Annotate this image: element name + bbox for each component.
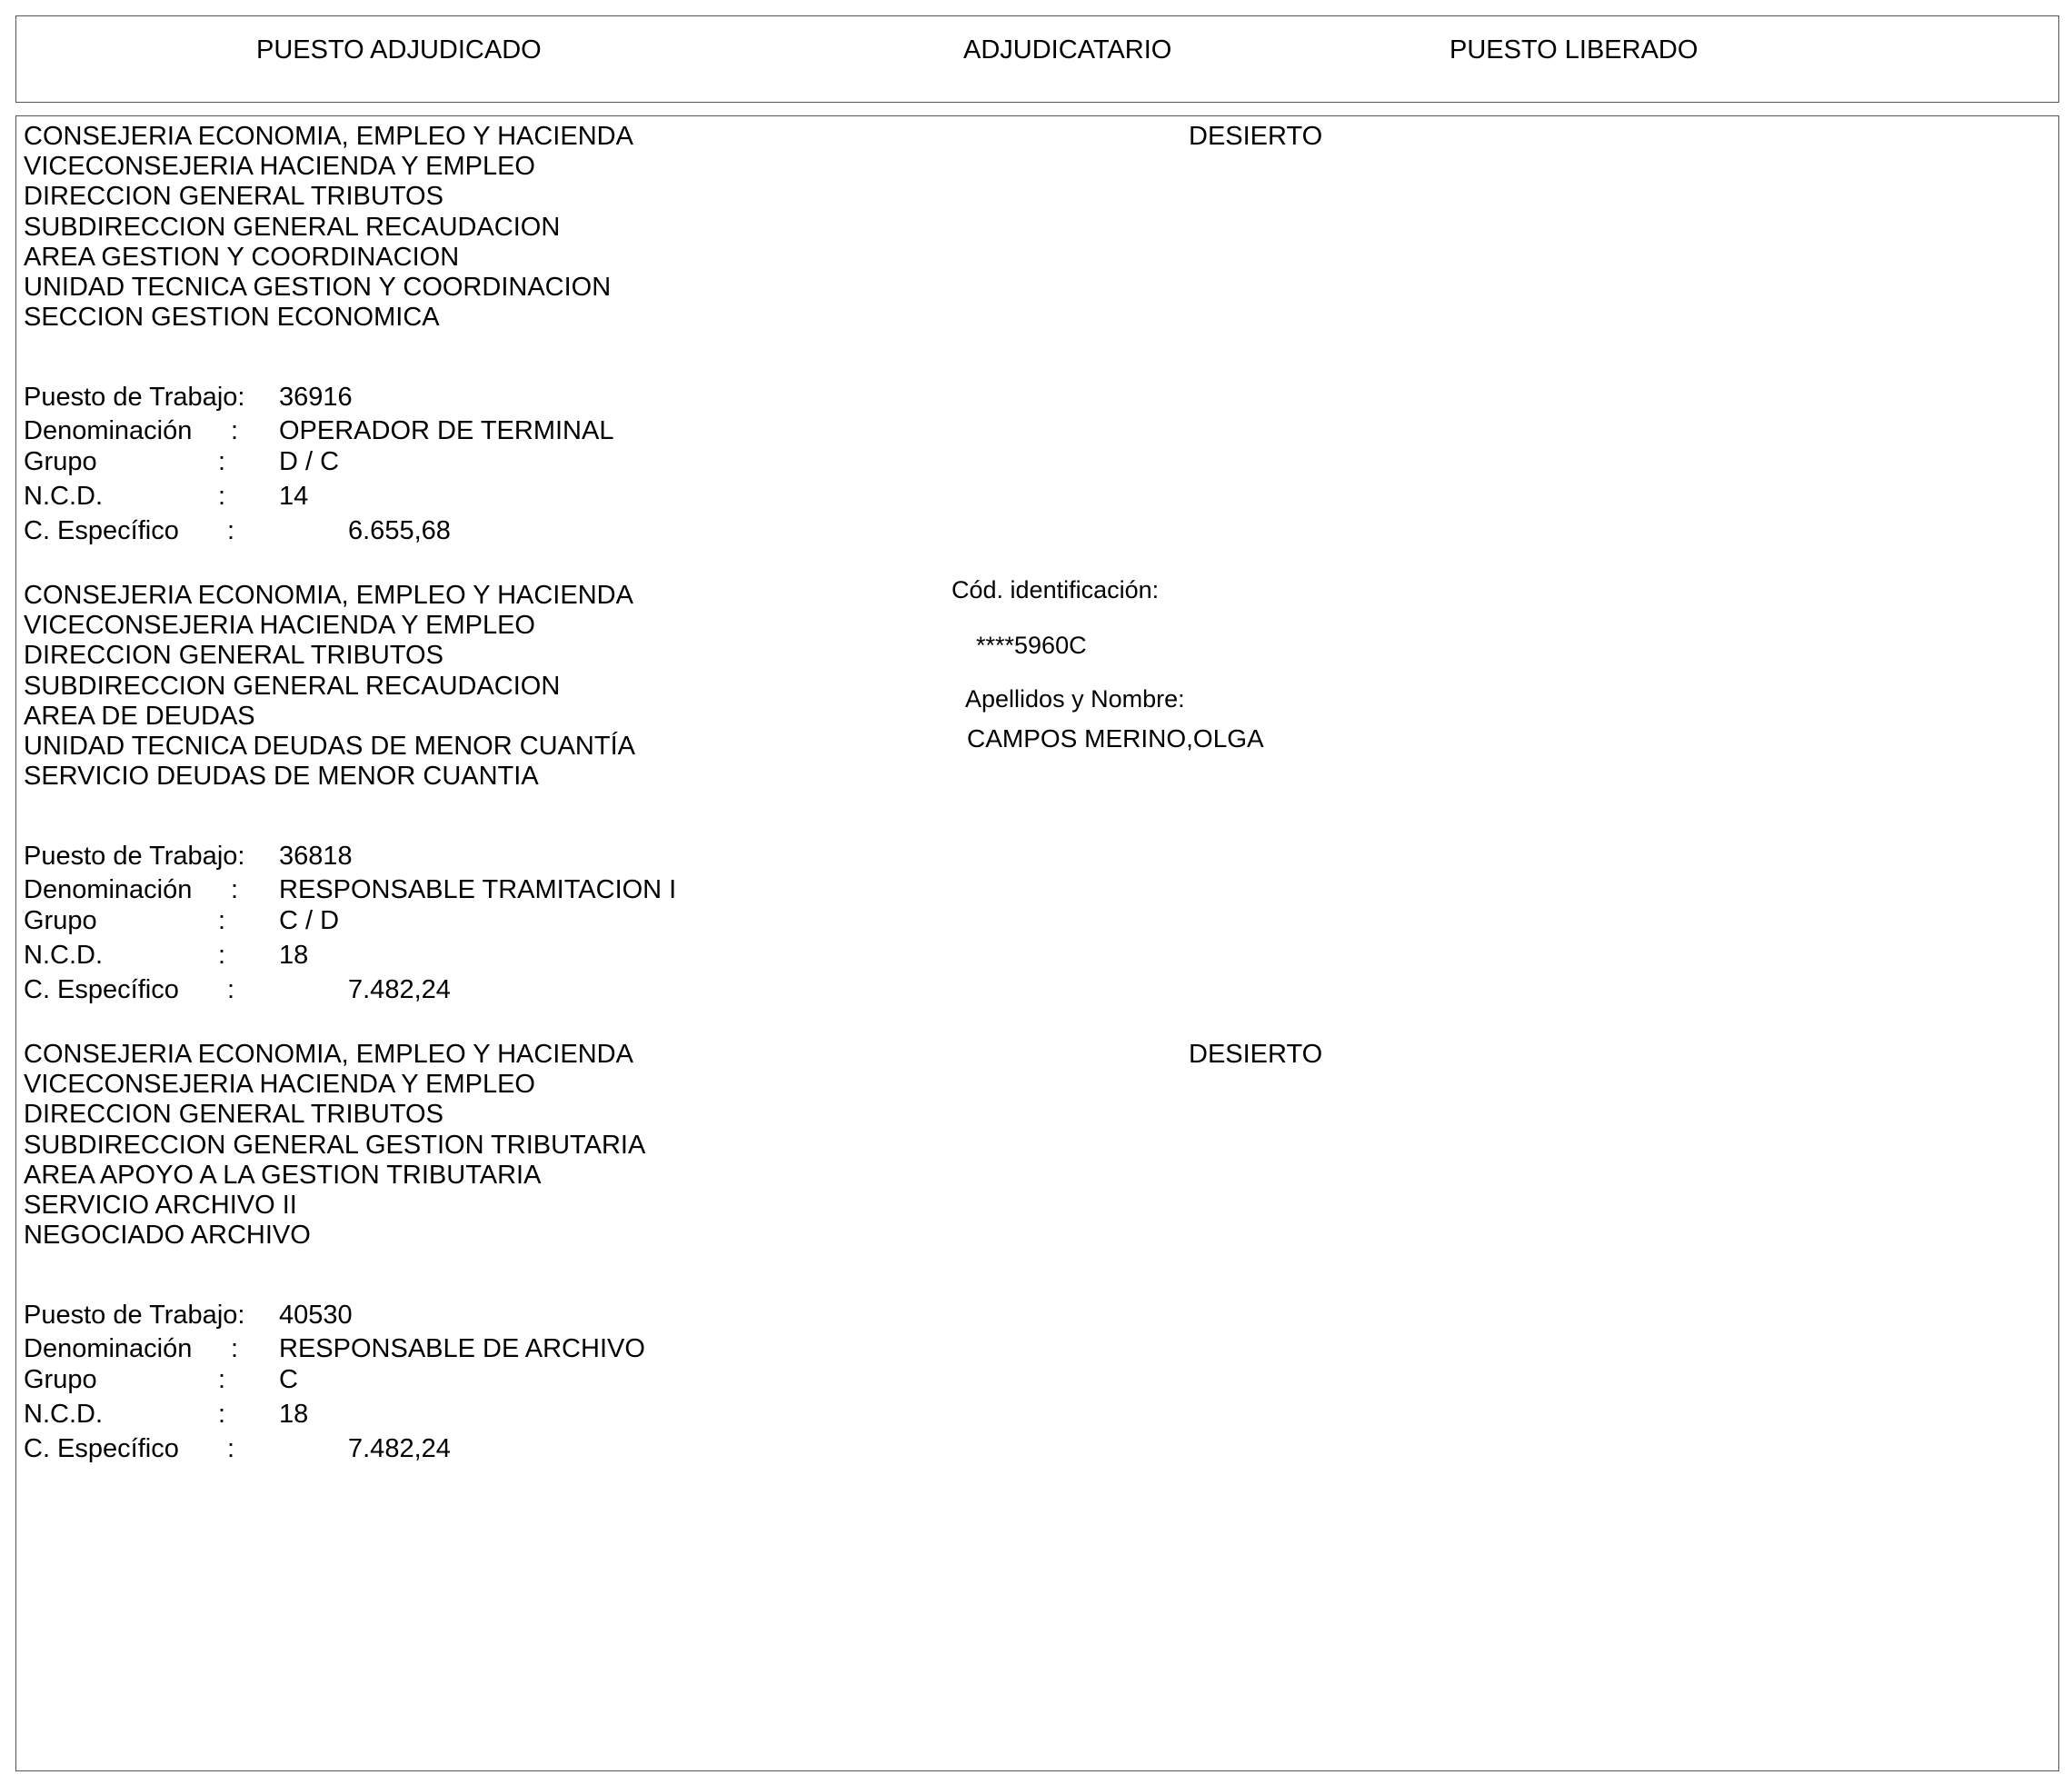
value-puesto-trabajo: 36818 bbox=[279, 842, 353, 871]
label-puesto-trabajo: Puesto de Trabajo: bbox=[24, 842, 245, 871]
value-cod-identificacion: ****5960C bbox=[976, 632, 1087, 659]
label-grupo: Grupo bbox=[24, 447, 97, 476]
org-hierarchy: CONSEJERIA ECONOMIA, EMPLEO Y HACIENDA VICECONSEJERIA HACIENDA Y EMPLEO DIRECCION GENERAL TRIBUTOS SUBDIRECCION GENERAL GESTION TRIBUTARIA AREA APOYO A LA GESTION TRIBUTARIA SERVICIO ARCHIVO II NEGOCIADO ARCHIVO bbox=[24, 1040, 646, 1251]
value-ncd: 14 bbox=[279, 482, 309, 511]
value-grupo: D / C bbox=[279, 447, 340, 476]
header-adjudicatario: ADJUDICATARIO bbox=[963, 35, 1172, 65]
label-denominacion: Denominación bbox=[24, 416, 193, 445]
label-puesto-trabajo: Puesto de Trabajo: bbox=[24, 1301, 245, 1330]
label-c-especifico: C. Específico bbox=[24, 516, 179, 545]
adjudicatario-status: DESIERTO bbox=[1189, 1040, 1323, 1069]
value-ncd: 18 bbox=[279, 941, 309, 970]
label-c-especifico: C. Específico bbox=[24, 975, 179, 1004]
label-cod-identificacion: Cód. identificación: bbox=[951, 576, 1160, 603]
colon: : bbox=[227, 975, 235, 1004]
value-c-especifico: 7.482,24 bbox=[348, 975, 451, 1004]
colon: : bbox=[227, 516, 235, 545]
value-apellidos-nombre: CAMPOS MERINO,OLGA bbox=[967, 724, 1264, 753]
table-body bbox=[15, 115, 2059, 1771]
label-grupo: Grupo bbox=[24, 1365, 97, 1394]
value-denominacion: RESPONSABLE TRAMITACION I bbox=[279, 875, 677, 904]
label-c-especifico: C. Específico bbox=[24, 1434, 179, 1463]
value-c-especifico: 7.482,24 bbox=[348, 1434, 451, 1463]
header-puesto-adjudicado: PUESTO ADJUDICADO bbox=[256, 35, 542, 65]
org-hierarchy: CONSEJERIA ECONOMIA, EMPLEO Y HACIENDA VICECONSEJERIA HACIENDA Y EMPLEO DIRECCION GENERAL TRIBUTOS SUBDIRECCION GENERAL RECAUDACION AREA GESTION Y COORDINACION UNIDAD TECNICA GESTION Y COORDINACION SECCION GESTION ECONOMICA bbox=[24, 122, 633, 333]
value-puesto-trabajo: 40530 bbox=[279, 1301, 353, 1330]
colon: : bbox=[218, 447, 226, 476]
value-grupo: C bbox=[279, 1365, 298, 1394]
label-puesto-trabajo: Puesto de Trabajo: bbox=[24, 383, 245, 412]
colon: : bbox=[227, 1434, 235, 1463]
label-ncd: N.C.D. bbox=[24, 1400, 103, 1429]
label-ncd: N.C.D. bbox=[24, 482, 103, 511]
label-grupo: Grupo bbox=[24, 906, 97, 935]
colon: : bbox=[218, 906, 226, 935]
label-ncd: N.C.D. bbox=[24, 941, 103, 970]
value-grupo: C / D bbox=[279, 906, 340, 935]
org-hierarchy: CONSEJERIA ECONOMIA, EMPLEO Y HACIENDA VICECONSEJERIA HACIENDA Y EMPLEO DIRECCION GENERAL TRIBUTOS SUBDIRECCION GENERAL RECAUDACION AREA DE DEUDAS UNIDAD TECNICA DEUDAS DE MENOR CUANTÍA SERVICIO DEUDAS DE MENOR CUANTIA bbox=[24, 581, 635, 792]
value-ncd: 18 bbox=[279, 1400, 309, 1429]
colon: : bbox=[218, 1400, 226, 1429]
label-denominacion: Denominación bbox=[24, 1334, 193, 1363]
colon: : bbox=[218, 482, 226, 511]
colon: : bbox=[218, 1365, 226, 1394]
value-denominacion: RESPONSABLE DE ARCHIVO bbox=[279, 1334, 645, 1363]
colon: : bbox=[231, 416, 239, 445]
header-puesto-liberado: PUESTO LIBERADO bbox=[1449, 35, 1698, 65]
label-apellidos-nombre: Apellidos y Nombre: bbox=[965, 685, 1185, 713]
colon: : bbox=[218, 941, 226, 970]
value-c-especifico: 6.655,68 bbox=[348, 516, 451, 545]
adjudicatario-status: DESIERTO bbox=[1189, 122, 1323, 151]
colon: : bbox=[231, 875, 239, 904]
value-denominacion: OPERADOR DE TERMINAL bbox=[279, 416, 614, 445]
label-denominacion: Denominación bbox=[24, 875, 193, 904]
value-puesto-trabajo: 36916 bbox=[279, 383, 353, 412]
colon: : bbox=[231, 1334, 239, 1363]
